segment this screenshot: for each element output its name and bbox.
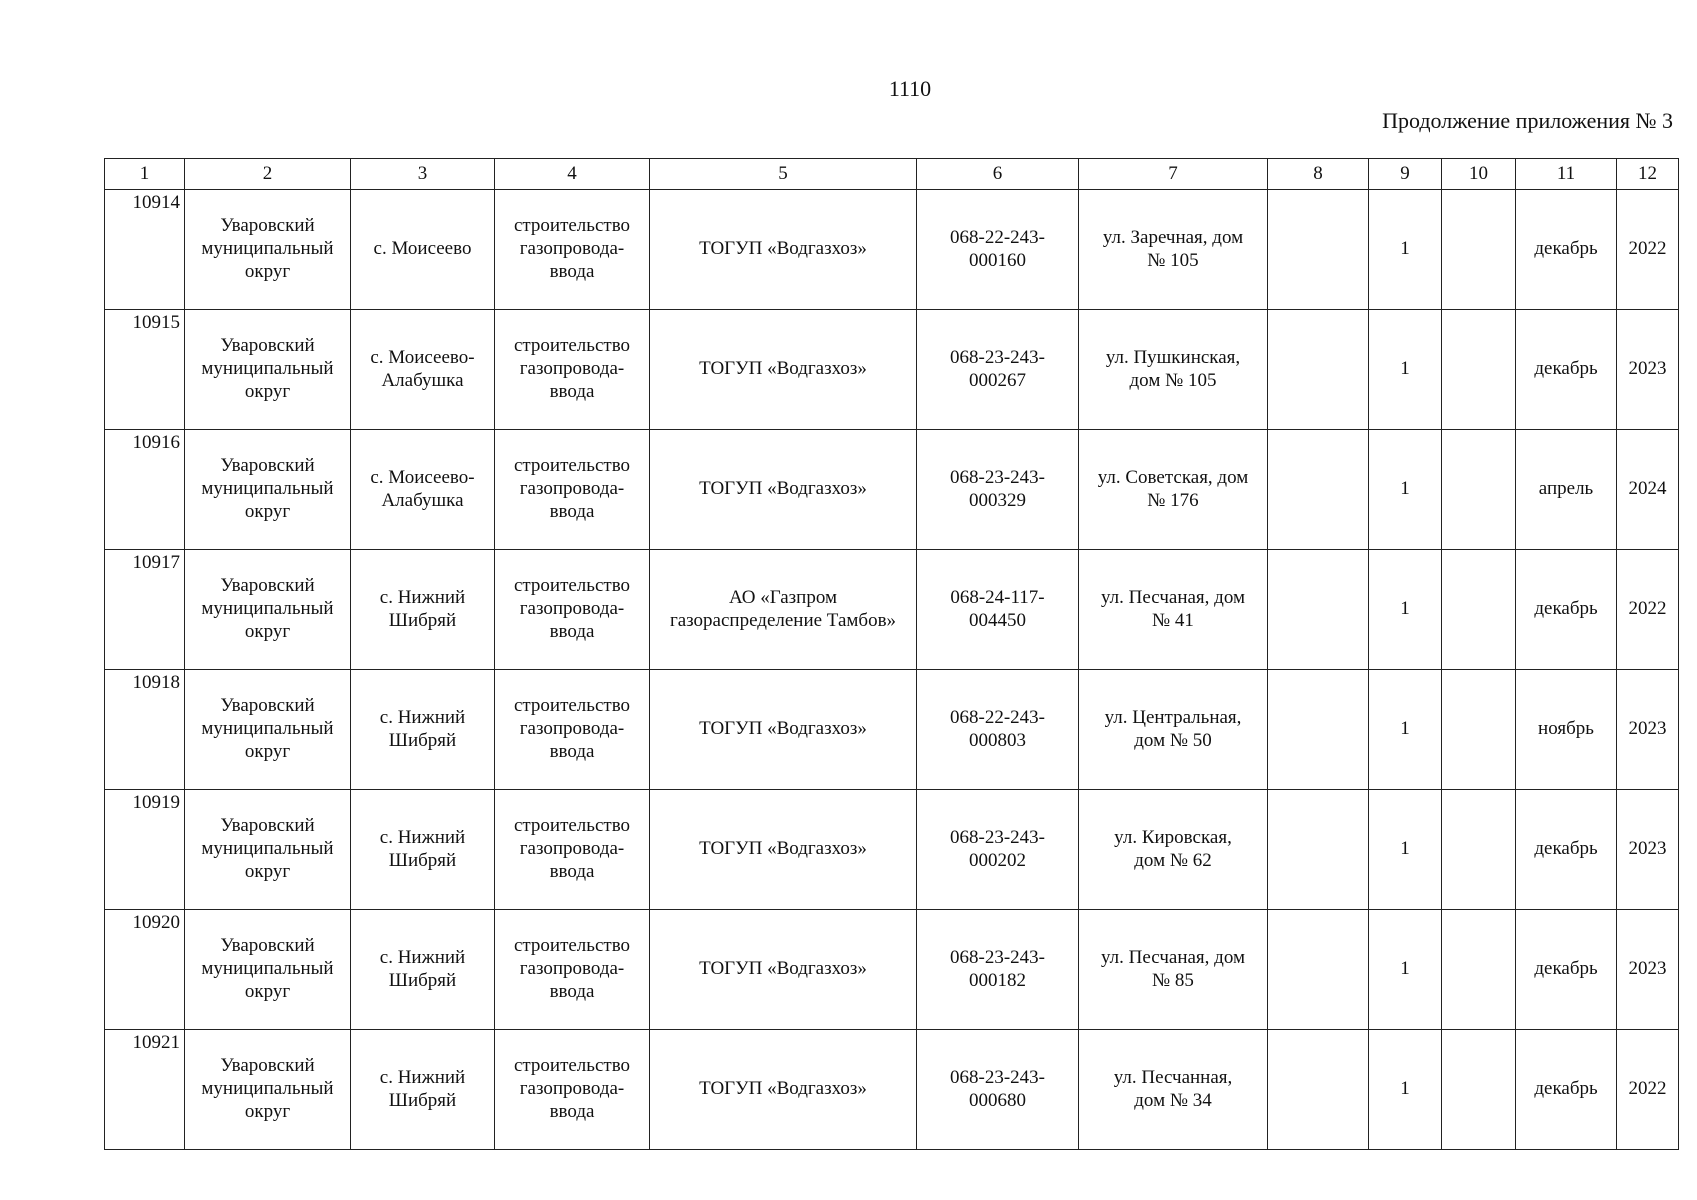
cell-quantity: 1	[1369, 430, 1442, 550]
cell-col10	[1442, 670, 1516, 790]
cell-year: 2023	[1617, 310, 1679, 430]
cell-number: 10920	[105, 910, 185, 1030]
cell-district: Уваровский муниципальный округ	[185, 790, 351, 910]
cell-settlement: с. Нижний Шибряй	[351, 1030, 495, 1150]
table-row	[105, 550, 1679, 670]
cell-col8	[1268, 310, 1369, 430]
table-body	[105, 190, 1679, 1150]
cell-code: 068-24-117- 004450	[917, 550, 1079, 670]
cell-number: 10917	[105, 550, 185, 670]
cell-organization: АО «Газпром газораспределение Тамбов»	[650, 550, 917, 670]
cell-number: 10916	[105, 430, 185, 550]
cell-month: декабрь	[1516, 190, 1617, 310]
table-row	[105, 790, 1679, 910]
cell-col8	[1268, 670, 1369, 790]
cell-month: декабрь	[1516, 550, 1617, 670]
cell-year: 2022	[1617, 190, 1679, 310]
column-header-11: 11	[1516, 159, 1617, 190]
cell-work-type: строительство газопровода- ввода	[495, 310, 650, 430]
column-header-8: 8	[1268, 159, 1369, 190]
cell-col8	[1268, 550, 1369, 670]
cell-code: 068-23-243- 000329	[917, 430, 1079, 550]
cell-col10	[1442, 190, 1516, 310]
cell-address: ул. Песчаная, дом № 85	[1079, 910, 1268, 1030]
page-number: 1110	[888, 76, 932, 101]
cell-col10	[1442, 790, 1516, 910]
cell-settlement: с. Нижний Шибряй	[351, 550, 495, 670]
cell-quantity: 1	[1369, 190, 1442, 310]
cell-year: 2023	[1617, 910, 1679, 1030]
cell-month: декабрь	[1516, 790, 1617, 910]
cell-district: Уваровский муниципальный округ	[185, 190, 351, 310]
column-header-12: 12	[1617, 159, 1679, 190]
cell-address: ул. Песчанная, дом № 34	[1079, 1030, 1268, 1150]
cell-col8	[1268, 430, 1369, 550]
cell-work-type: строительство газопровода- ввода	[495, 670, 650, 790]
cell-code: 068-23-243- 000182	[917, 910, 1079, 1030]
cell-organization: ТОГУП «Водгазхоз»	[650, 190, 917, 310]
cell-settlement: с. Нижний Шибряй	[351, 910, 495, 1030]
cell-address: ул. Советская, дом № 176	[1079, 430, 1268, 550]
cell-quantity: 1	[1369, 670, 1442, 790]
cell-quantity: 1	[1369, 910, 1442, 1030]
cell-settlement: с. Нижний Шибряй	[351, 670, 495, 790]
cell-address: ул. Центральная, дом № 50	[1079, 670, 1268, 790]
column-header-6: 6	[917, 159, 1079, 190]
cell-organization: ТОГУП «Водгазхоз»	[650, 430, 917, 550]
cell-number: 10921	[105, 1030, 185, 1150]
cell-col10	[1442, 310, 1516, 430]
cell-settlement: с. Нижний Шибряй	[351, 790, 495, 910]
table-row	[105, 1030, 1679, 1150]
cell-year: 2022	[1617, 1030, 1679, 1150]
cell-quantity: 1	[1369, 310, 1442, 430]
cell-col10	[1442, 430, 1516, 550]
cell-district: Уваровский муниципальный округ	[185, 910, 351, 1030]
cell-settlement: с. Моисеево- Алабушка	[351, 430, 495, 550]
register-table	[104, 158, 1679, 1150]
cell-number: 10915	[105, 310, 185, 430]
cell-col8	[1268, 190, 1369, 310]
cell-month: апрель	[1516, 430, 1617, 550]
cell-work-type: строительство газопровода- ввода	[495, 190, 650, 310]
cell-month: ноябрь	[1516, 670, 1617, 790]
table-row	[105, 190, 1679, 310]
cell-settlement: с. Моисеево- Алабушка	[351, 310, 495, 430]
cell-year: 2024	[1617, 430, 1679, 550]
cell-address: ул. Песчаная, дом № 41	[1079, 550, 1268, 670]
cell-col8	[1268, 790, 1369, 910]
cell-col10	[1442, 550, 1516, 670]
cell-code: 068-23-243- 000202	[917, 790, 1079, 910]
column-header-3: 3	[351, 159, 495, 190]
header-row	[105, 159, 1679, 190]
cell-work-type: строительство газопровода- ввода	[495, 430, 650, 550]
cell-work-type: строительство газопровода- ввода	[495, 550, 650, 670]
cell-code: 068-23-243- 000267	[917, 310, 1079, 430]
cell-quantity: 1	[1369, 1030, 1442, 1150]
cell-year: 2023	[1617, 790, 1679, 910]
column-header-10: 10	[1442, 159, 1516, 190]
cell-address: ул. Пушкинская, дом № 105	[1079, 310, 1268, 430]
cell-month: декабрь	[1516, 910, 1617, 1030]
cell-organization: ТОГУП «Водгазхоз»	[650, 910, 917, 1030]
cell-district: Уваровский муниципальный округ	[185, 670, 351, 790]
column-header-7: 7	[1079, 159, 1268, 190]
cell-number: 10914	[105, 190, 185, 310]
cell-code: 068-23-243- 000680	[917, 1030, 1079, 1150]
cell-year: 2022	[1617, 550, 1679, 670]
cell-col8	[1268, 1030, 1369, 1150]
appendix-caption: Продолжение приложения № 3	[1382, 108, 1673, 133]
cell-year: 2023	[1617, 670, 1679, 790]
cell-organization: ТОГУП «Водгазхоз»	[650, 790, 917, 910]
cell-month: декабрь	[1516, 310, 1617, 430]
cell-district: Уваровский муниципальный округ	[185, 310, 351, 430]
cell-work-type: строительство газопровода- ввода	[495, 790, 650, 910]
column-header-1: 1	[105, 159, 185, 190]
cell-code: 068-22-243- 000803	[917, 670, 1079, 790]
column-header-4: 4	[495, 159, 650, 190]
cell-organization: ТОГУП «Водгазхоз»	[650, 670, 917, 790]
cell-code: 068-22-243- 000160	[917, 190, 1079, 310]
cell-settlement: с. Моисеево	[351, 190, 495, 310]
table-row	[105, 910, 1679, 1030]
table-row	[105, 310, 1679, 430]
cell-col10	[1442, 1030, 1516, 1150]
cell-number: 10918	[105, 670, 185, 790]
column-header-5: 5	[650, 159, 917, 190]
cell-organization: ТОГУП «Водгазхоз»	[650, 1030, 917, 1150]
cell-number: 10919	[105, 790, 185, 910]
cell-address: ул. Кировская, дом № 62	[1079, 790, 1268, 910]
cell-month: декабрь	[1516, 1030, 1617, 1150]
cell-district: Уваровский муниципальный округ	[185, 1030, 351, 1150]
cell-address: ул. Заречная, дом № 105	[1079, 190, 1268, 310]
cell-district: Уваровский муниципальный округ	[185, 430, 351, 550]
cell-district: Уваровский муниципальный округ	[185, 550, 351, 670]
column-header-9: 9	[1369, 159, 1442, 190]
cell-quantity: 1	[1369, 550, 1442, 670]
cell-work-type: строительство газопровода- ввода	[495, 1030, 650, 1150]
cell-organization: ТОГУП «Водгазхоз»	[650, 310, 917, 430]
table-row	[105, 430, 1679, 550]
cell-quantity: 1	[1369, 790, 1442, 910]
cell-col8	[1268, 910, 1369, 1030]
cell-col10	[1442, 910, 1516, 1030]
cell-work-type: строительство газопровода- ввода	[495, 910, 650, 1030]
table-row	[105, 670, 1679, 790]
column-header-2: 2	[185, 159, 351, 190]
